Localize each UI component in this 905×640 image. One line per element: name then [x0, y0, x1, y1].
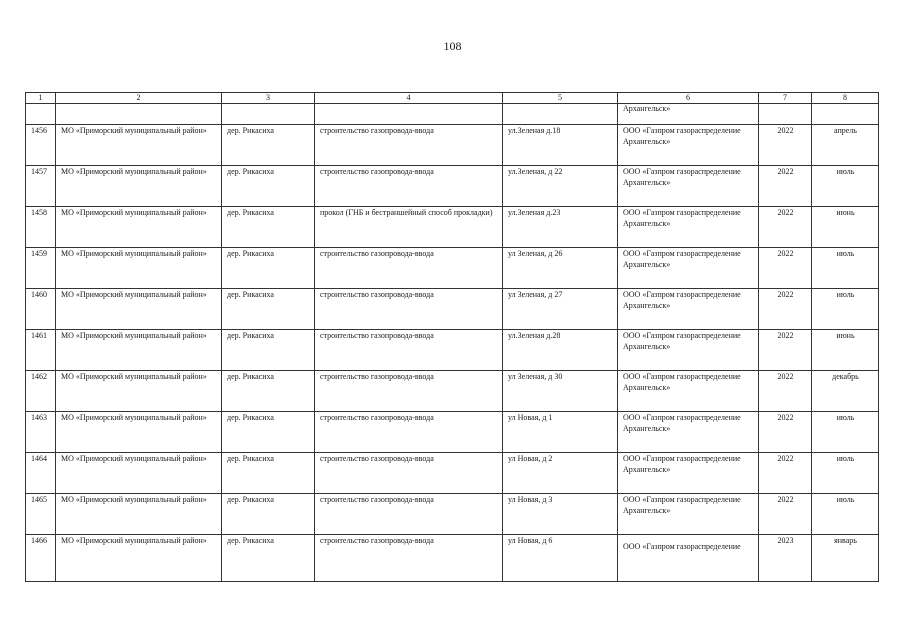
cell-address	[503, 104, 618, 125]
cell-org: ООО «Газпром газораспределение	[618, 535, 759, 582]
cell-year: 2022	[759, 494, 812, 535]
cell-year: 2022	[759, 248, 812, 289]
cell-org: ООО «Газпром газораспределение Архангельск»	[618, 248, 759, 289]
cell-month: июнь	[812, 207, 879, 248]
cell-month: июль	[812, 289, 879, 330]
column-header-5: 5	[503, 93, 618, 104]
cell-work: строительство газопровода-ввода	[315, 248, 503, 289]
cell-settlement: дер. Рикасиха	[222, 453, 315, 494]
cell-org: ООО «Газпром газораспределение Архангельск»	[618, 494, 759, 535]
cell-settlement: дер. Рикасиха	[222, 125, 315, 166]
cell-year: 2022	[759, 330, 812, 371]
cell-work	[315, 104, 503, 125]
cell-mo	[56, 104, 222, 125]
cell-mo: МО «Приморский муниципальный район»	[56, 289, 222, 330]
cell-address: ул.Зеленая, д 22	[503, 166, 618, 207]
table-row	[26, 166, 879, 207]
cell-month: июль	[812, 494, 879, 535]
cell-org: ООО «Газпром газораспределение Архангельск»	[618, 289, 759, 330]
cell-month: июль	[812, 248, 879, 289]
table-row	[26, 535, 879, 582]
cell-mo: МО «Приморский муниципальный район»	[56, 207, 222, 248]
cell-mo: МО «Приморский муниципальный район»	[56, 494, 222, 535]
cell-num: 1461	[26, 330, 56, 371]
page-number: 108	[443, 39, 462, 53]
cell-mo: МО «Приморский муниципальный район»	[56, 166, 222, 207]
table-row	[26, 125, 879, 166]
cell-settlement: дер. Рикасиха	[222, 371, 315, 412]
cell-year	[759, 104, 812, 125]
cell-num: 1459	[26, 248, 56, 289]
column-header-6: 6	[618, 93, 759, 104]
cell-month: апрель	[812, 125, 879, 166]
cell-mo: МО «Приморский муниципальный район»	[56, 412, 222, 453]
column-header-2: 2	[56, 93, 222, 104]
cell-work: строительство газопровода-ввода	[315, 412, 503, 453]
table-row	[26, 330, 879, 371]
cell-work: строительство газопровода-ввода	[315, 535, 503, 582]
cell-year: 2022	[759, 453, 812, 494]
cell-mo: МО «Приморский муниципальный район»	[56, 248, 222, 289]
cell-org: ООО «Газпром газораспределение Архангельск»	[618, 371, 759, 412]
table-row	[26, 248, 879, 289]
cell-year: 2022	[759, 125, 812, 166]
column-header-1: 1	[26, 93, 56, 104]
table-row	[26, 412, 879, 453]
cell-num: 1465	[26, 494, 56, 535]
cell-work: строительство газопровода-ввода	[315, 289, 503, 330]
table-row	[26, 289, 879, 330]
cell-settlement: дер. Рикасиха	[222, 207, 315, 248]
cell-num: 1458	[26, 207, 56, 248]
cell-num: 1466	[26, 535, 56, 582]
column-number-header	[26, 93, 879, 104]
gas-pipeline-table	[25, 92, 879, 582]
table-row	[26, 207, 879, 248]
cell-num: 1462	[26, 371, 56, 412]
cell-settlement: дер. Рикасиха	[222, 494, 315, 535]
cell-settlement: дер. Рикасиха	[222, 248, 315, 289]
cell-mo: МО «Приморский муниципальный район»	[56, 535, 222, 582]
cell-org: ООО «Газпром газораспределение Архангельск»	[618, 125, 759, 166]
cell-month	[812, 104, 879, 125]
cell-settlement: дер. Рикасиха	[222, 535, 315, 582]
cell-org: ООО «Газпром газораспределение Архангельск»	[618, 453, 759, 494]
cell-settlement: дер. Рикасиха	[222, 166, 315, 207]
cell-address: ул.Зеленая д.28	[503, 330, 618, 371]
column-header-3: 3	[222, 93, 315, 104]
table-row	[26, 453, 879, 494]
cell-year: 2023	[759, 535, 812, 582]
cell-month: июль	[812, 453, 879, 494]
cell-address: ул.Зеленая д.18	[503, 125, 618, 166]
cell-address: ул Новая, д 6	[503, 535, 618, 582]
cell-work: строительство газопровода-ввода	[315, 330, 503, 371]
cell-work: строительство газопровода-ввода	[315, 494, 503, 535]
cell-address: ул.Зеленая д.23	[503, 207, 618, 248]
cell-org: ООО «Газпром газораспределение Архангельск»	[618, 330, 759, 371]
column-header-4: 4	[315, 93, 503, 104]
cell-work: строительство газопровода-ввода	[315, 166, 503, 207]
cell-settlement: дер. Рикасиха	[222, 412, 315, 453]
cell-work: прокол (ГНБ и бестраншейный способ прокладки)	[315, 207, 503, 248]
cell-num: 1457	[26, 166, 56, 207]
cell-address: ул Новая, д 1	[503, 412, 618, 453]
table-row	[26, 371, 879, 412]
cell-org: ООО «Газпром газораспределение Архангельск»	[618, 412, 759, 453]
cell-month: июнь	[812, 330, 879, 371]
cell-month: декабрь	[812, 371, 879, 412]
cell-mo: МО «Приморский муниципальный район»	[56, 125, 222, 166]
cell-org: ООО «Газпром газораспределение Архангельск»	[618, 166, 759, 207]
column-header-7: 7	[759, 93, 812, 104]
cell-org: Архангельск»	[618, 104, 759, 125]
cell-address: ул Зеленая, д 27	[503, 289, 618, 330]
cell-year: 2022	[759, 371, 812, 412]
cell-mo: МО «Приморский муниципальный район»	[56, 371, 222, 412]
cell-num	[26, 104, 56, 125]
cell-org: ООО «Газпром газораспределение Архангельск»	[618, 207, 759, 248]
cell-address: ул Зеленая, д 30	[503, 371, 618, 412]
cell-month: январь	[812, 535, 879, 582]
cell-mo: МО «Приморский муниципальный район»	[56, 330, 222, 371]
cell-settlement: дер. Рикасиха	[222, 289, 315, 330]
column-header-8: 8	[812, 93, 879, 104]
cell-month: июль	[812, 412, 879, 453]
cell-year: 2022	[759, 289, 812, 330]
cell-address: ул Новая, д 3	[503, 494, 618, 535]
cell-month: июль	[812, 166, 879, 207]
cell-work: строительство газопровода-ввода	[315, 125, 503, 166]
cell-year: 2022	[759, 412, 812, 453]
cell-work: строительство газопровода-ввода	[315, 371, 503, 412]
continuation-row	[26, 104, 879, 125]
cell-num: 1464	[26, 453, 56, 494]
cell-settlement: дер. Рикасиха	[222, 330, 315, 371]
cell-year: 2022	[759, 207, 812, 248]
cell-num: 1456	[26, 125, 56, 166]
cell-year: 2022	[759, 166, 812, 207]
cell-num: 1463	[26, 412, 56, 453]
cell-num: 1460	[26, 289, 56, 330]
cell-address: ул Новая, д 2	[503, 453, 618, 494]
cell-mo: МО «Приморский муниципальный район»	[56, 453, 222, 494]
cell-settlement	[222, 104, 315, 125]
table-row	[26, 494, 879, 535]
cell-work: строительство газопровода-ввода	[315, 453, 503, 494]
cell-address: ул Зеленая, д 26	[503, 248, 618, 289]
